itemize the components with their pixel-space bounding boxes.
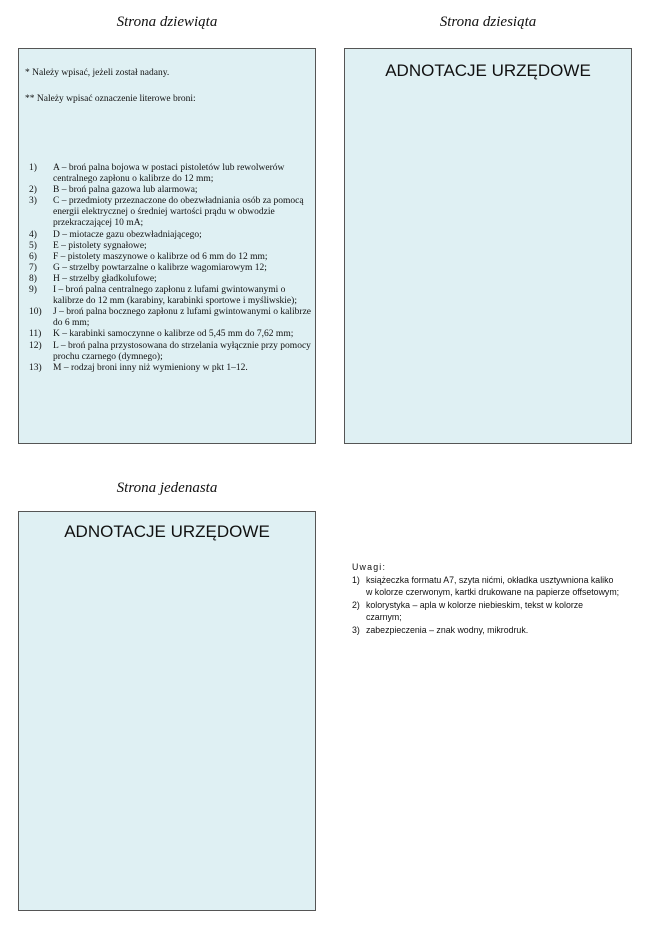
footnote-single-asterisk: * Należy wpisać, jeżeli został nadany. (25, 68, 170, 78)
list-item-number: 5) (29, 240, 37, 251)
list-item-text: H – strzelby gładkolufowe; (53, 273, 157, 284)
notes-section (352, 562, 620, 638)
page-eleven-heading: Strona jedenasta (116, 480, 218, 496)
list-item (23, 274, 313, 285)
list-item (23, 329, 313, 340)
list-item-number: 1) (352, 575, 360, 586)
list-item-number: 1) (29, 163, 37, 173)
list-item-number: 11) (29, 329, 42, 340)
official-annotations-title: ADNOTACJE URZĘDOWE (64, 522, 270, 541)
list-item (352, 600, 620, 623)
list-item-number: 6) (29, 251, 37, 262)
list-item-text: K – karabinki samoczynne o kalibrze od 5,45 mm do 7,62 mm; (53, 329, 294, 340)
list-item (23, 252, 313, 263)
list-item-text: M – rodzaj broni inny niż wymieniony w pkt 1–12. (53, 362, 248, 373)
page-nine-panel (18, 48, 316, 444)
list-item-text: kolorystyka – apla w kolorze niebieskim, tekst w kolorze czarnym; (366, 600, 584, 622)
list-item-text: D – miotacze gazu obezwładniającego; (53, 229, 202, 240)
list-item-number: 7) (29, 262, 37, 273)
list-item-text: I – broń palna centralnego zapłonu z lufami gwintowanymi o kalibrze do 12 mm (karabiny, karabinki sportowe i myśliwskie); (53, 285, 297, 307)
list-item (23, 196, 313, 229)
page-eleven-panel (18, 511, 316, 911)
page-ten-panel (344, 48, 632, 444)
page-ten-heading: Strona dziesiąta (439, 14, 537, 30)
list-item-text: A – broń palna bojowa w postaci pistoletów lub rewolwerów centralnego zapłonu o kalibrze do 12 mm; (53, 163, 285, 185)
list-item (23, 241, 313, 252)
list-item (23, 230, 313, 241)
list-item (23, 185, 313, 196)
list-item-number: 8) (29, 273, 37, 284)
list-item-text: książeczka formatu A7, szyta nićmi, okładka usztywniona kaliko w kolorze czerwonym, kartki drukowane na papierze offsetowym; (366, 575, 620, 597)
list-item (23, 363, 313, 374)
list-item (352, 625, 620, 636)
list-item-text: G – strzelby powtarzalne o kalibrze wagomiarowym 12; (53, 262, 267, 273)
notes-list (352, 575, 620, 636)
list-item (23, 263, 313, 274)
list-item-number: 2) (352, 600, 360, 611)
footnote-double-asterisk: ** Należy wpisać oznaczenie literowe broni: (25, 94, 196, 104)
list-item (23, 307, 313, 329)
weapon-category-list (23, 163, 313, 374)
list-item-text: J – broń palna bocznego zapłonu z lufami gwintowanymi o kalibrze do 6 mm; (53, 307, 312, 329)
page-nine-heading: Strona dziewiąta (116, 14, 218, 30)
list-item-number: 3) (29, 196, 37, 207)
list-item-number: 3) (352, 625, 360, 636)
list-item (23, 285, 313, 307)
list-item (23, 163, 313, 185)
list-item (23, 341, 313, 363)
list-item-text: zabezpieczenia – znak wodny, mikrodruk. (366, 625, 529, 636)
official-annotations-title: ADNOTACJE URZĘDOWE (385, 61, 591, 80)
list-item-text: C – przedmioty przeznaczone do obezwładniania osób za pomocą energii elektrycznej o średniej wartości prądu w obwodzie przekraczającej 10 mA; (53, 196, 304, 229)
list-item-number: 4) (29, 229, 37, 240)
list-item-number: 2) (29, 185, 37, 196)
list-item-number: 10) (29, 307, 42, 318)
list-item-text: L – broń palna przystosowana do strzelania wyłącznie przy pomocy prochu czarnego (dymnego); (53, 340, 311, 362)
list-item (352, 575, 620, 598)
list-item-text: B – broń palna gazowa lub alarmowa; (53, 185, 198, 196)
list-item-text: E – pistolety sygnałowe; (53, 240, 147, 251)
notes-title: Uwagi: (352, 562, 387, 572)
list-item-number: 12) (29, 340, 42, 351)
list-item-number: 9) (29, 285, 37, 296)
list-item-number: 13) (29, 362, 42, 373)
list-item-text: F – pistolety maszynowe o kalibrze od 6 mm do 12 mm; (53, 251, 268, 262)
